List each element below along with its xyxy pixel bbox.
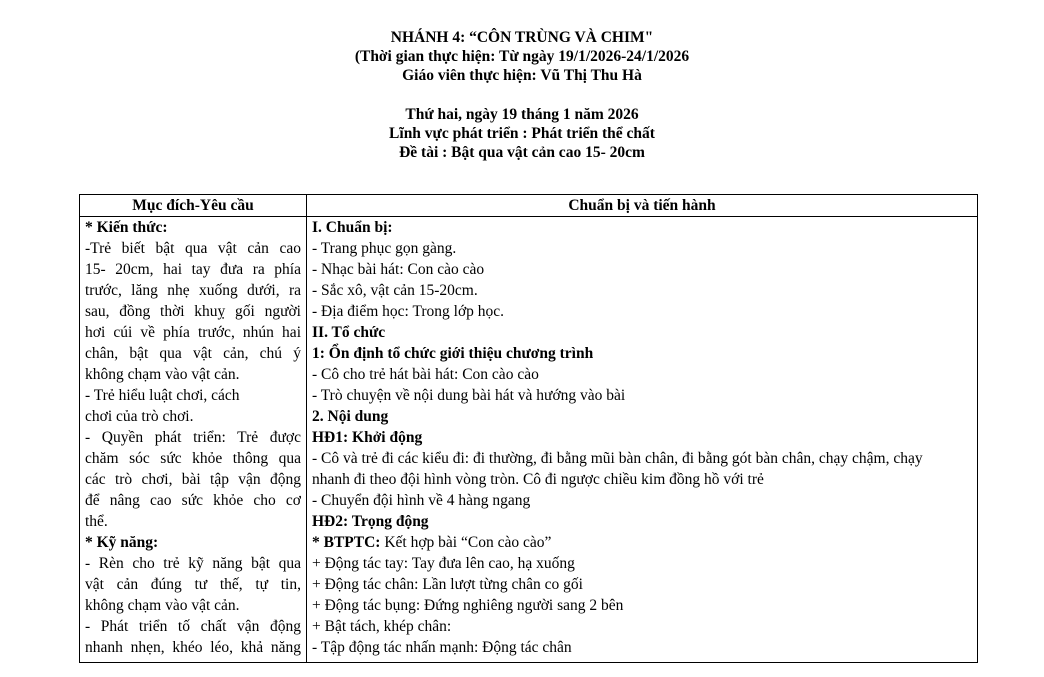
right-text-line: + Động tác tay: Tay đưa lên cao, hạ xuống xyxy=(312,555,575,572)
teacher-name: Giáo viên thực hiện: Vũ Thị Thu Hà xyxy=(402,67,642,84)
right-text-line: + Động tác bụng: Đứng nghiêng người sang 2 bên xyxy=(312,597,624,614)
right-text-line: HĐ1: Khởi động xyxy=(312,429,423,446)
procedure-cell xyxy=(307,217,978,663)
left-text-line: không chạm vào vật cản. xyxy=(85,597,240,614)
date-range: (Thời gian thực hiện: Từ ngày 19/1/2026-24/1/2026 xyxy=(354,48,690,65)
left-text-line: các trò chơi, bài tập vận động xyxy=(85,471,301,488)
objectives-cell xyxy=(80,217,307,663)
right-text-line: nhanh đi theo đội hình vòng tròn. Cô đi ngược chiều kim đồng hồ với trẻ xyxy=(312,471,764,488)
right-text-line: 2. Nội dung xyxy=(312,408,389,425)
left-text-line: thể. xyxy=(85,513,108,530)
right-text-line: - Chuyển đội hình về 4 hàng ngang xyxy=(312,492,531,509)
left-text-line: * Kiến thức: xyxy=(85,219,168,236)
right-text-line: - Cô và trẻ đi các kiểu đi: đi thường, đi bằng mũi bàn chân, đi bằng gót bàn chân, chạy chậm, chạy xyxy=(312,450,923,467)
branch-title: NHÁNH 4: “CÔN TRÙNG VÀ CHIM" xyxy=(390,29,654,46)
right-text-line: + Động tác chân: Lần lượt từng chân co gối xyxy=(312,576,583,593)
left-text-line: không chạm vào vật cản. xyxy=(85,366,240,383)
right-text-line: - Sắc xô, vật cản 15-20cm. xyxy=(312,282,478,299)
right-text-line: + Bật tách, khép chân: xyxy=(312,618,452,635)
left-text-line: chân, bật qua vật cản, chú ý xyxy=(85,345,301,362)
right-text-line: - Tập động tác nhấn mạnh: Động tác chân xyxy=(312,639,572,656)
right-text-line: II. Tổ chức xyxy=(312,324,386,341)
right-text-line: - Địa điểm học: Trong lớp học. xyxy=(312,303,505,320)
right-text-line: I. Chuẩn bị: xyxy=(312,219,393,236)
table-header-row xyxy=(80,195,978,217)
bold-prefix: * BTPTC: xyxy=(312,534,381,551)
lesson-topic: Đề tài : Bật qua vật cản cao 15- 20cm xyxy=(399,144,645,161)
left-text-line: trước, lăng nhẹ xuống dưới, ra xyxy=(85,282,301,299)
left-text-line: chăm sóc sức khỏe thông qua xyxy=(85,450,301,467)
right-text-line: - Nhạc bài hát: Con cào cào xyxy=(312,261,485,278)
header-objectives: Mục đích-Yêu cầu xyxy=(80,195,307,217)
lesson-date: Thứ hai, ngày 19 tháng 1 năm 2026 xyxy=(405,106,639,123)
right-text-line: - Trang phục gọn gàng. xyxy=(312,240,457,257)
lesson-plan-table xyxy=(79,194,978,663)
left-text-line: - Rèn cho trẻ kỹ năng bật qua xyxy=(85,555,301,572)
left-text-line: 15- 20cm, hai tay đưa ra phía xyxy=(85,261,301,278)
left-text-line: sau, đồng thời khuỵ gối người xyxy=(85,303,301,320)
right-text-line: - Cô cho trẻ hát bài hát: Con cào cào xyxy=(312,366,539,383)
left-text-line: -Trẻ biết bật qua vật cản cao xyxy=(85,240,301,257)
left-text-line: - Phát triển tố chất vận động xyxy=(85,618,301,635)
right-text-line: HĐ2: Trọng động xyxy=(312,513,429,530)
left-text-line: nhanh nhẹn, khéo léo, khả năng xyxy=(85,639,301,656)
right-text-line: - Trò chuyện về nội dung bài hát và hướng vào bài xyxy=(312,387,626,404)
left-text-line: hơi cúi về phía trước, nhún hai xyxy=(85,324,301,341)
right-text-line: * BTPTC: Kết hợp bài “Con cào cào” xyxy=(312,534,552,551)
right-text-line: 1: Ổn định tổ chức giới thiệu chương trình xyxy=(312,345,594,362)
left-text-line: * Kỹ năng: xyxy=(85,534,159,551)
left-text-line: chơi của trò chơi. xyxy=(85,408,194,425)
left-text-line: vật cản đúng tư thế, tự tin, xyxy=(85,576,301,593)
left-text-line: - Trẻ hiểu luật chơi, cách xyxy=(85,387,240,404)
document-header xyxy=(0,28,1044,162)
header-preparation: Chuẩn bị và tiến hành xyxy=(307,195,978,217)
left-text-line: để nâng cao sức khỏe cho cơ xyxy=(85,492,301,509)
left-text-line: - Quyền phát triển: Trẻ được xyxy=(85,429,301,446)
development-area: Lĩnh vực phát triển : Phát triển thể chất xyxy=(389,125,655,142)
table-row xyxy=(80,217,978,663)
